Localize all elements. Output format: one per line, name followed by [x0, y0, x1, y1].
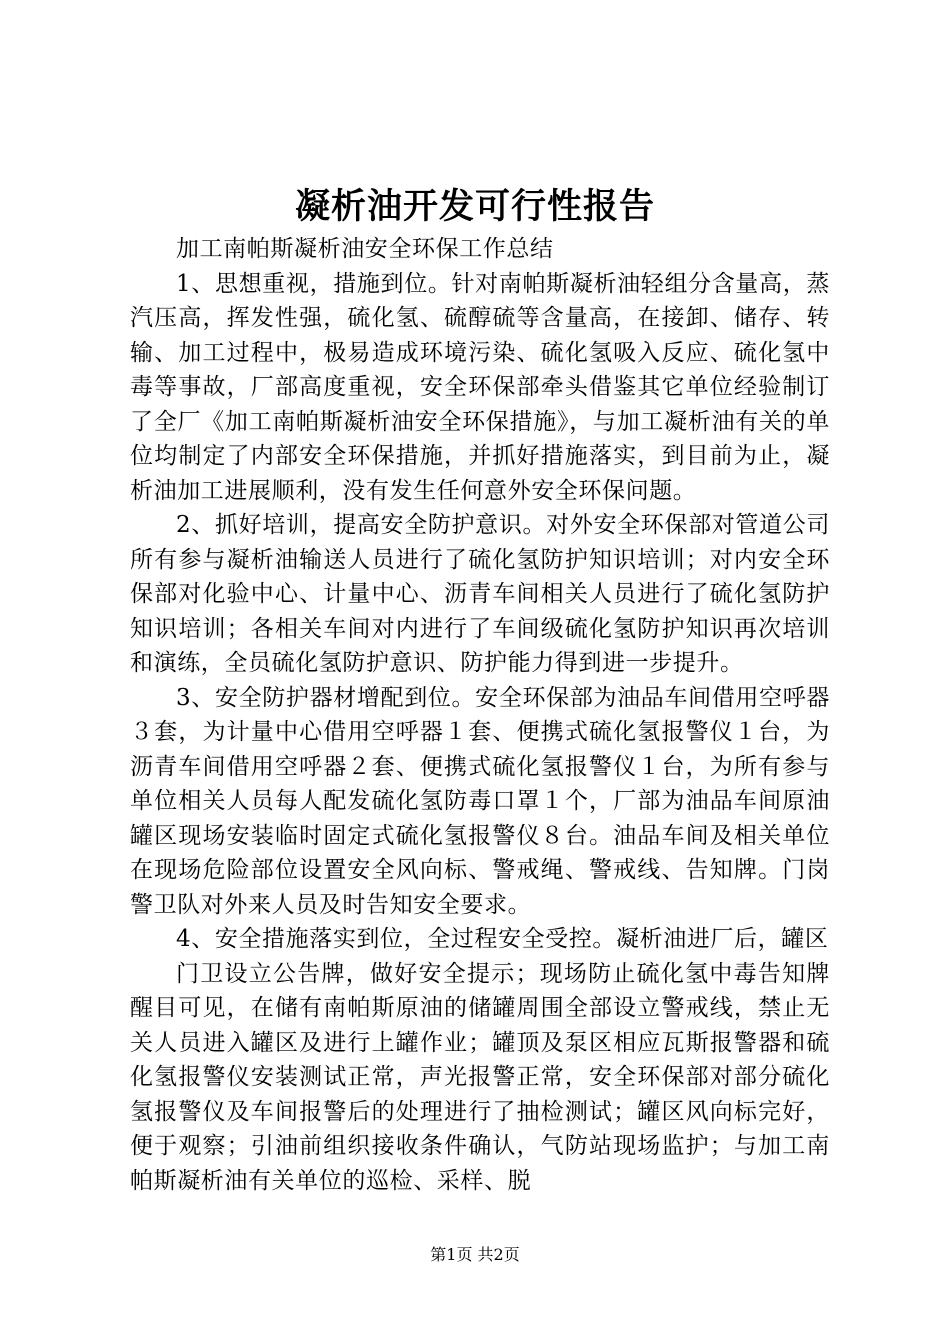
document-body: [130, 232, 830, 1198]
page-footer: 第1页 共2页: [430, 1245, 520, 1264]
paragraph-5: 门卫设立公告牌，做好安全提示；现场防止硫化氢中毒告知牌醒目可见，在储有南帕斯原油的储罐周围全部设立警戒线，禁止无关人员进入罐区及进行上罐作业；罐顶及泵区相应瓦斯报警器和硫化氢报警仪安装测试正常，声光报警正常，安全环保部对部分硫化氢报警仪及车间报警后的处理进行了抽检测试；罐区风向标完好，便于观察；引油前组织接收条件确认，气防站现场监护；与加工南帕斯凝析油有关单位的巡检、采样、脱: [130, 960, 830, 1194]
paragraph-2: 2、抓好培训，提高安全防护意识。对外安全环保部对管道公司所有参与凝析油输送人员进行了硫化氢防护知识培训；对内安全环保部对化验中心、计量中心、沥青车间相关人员进行了硫化氢防护知识培训；各相关车间对内进行了车间级硫化氢防护知识再次培训和演练，全员硫化氢防护意识、防护能力得到进一步提升。: [130, 512, 830, 676]
page-title: 凝析油开发可行性报告: [294, 186, 655, 227]
paragraph-1: 1、思想重视，措施到位。针对南帕斯凝析油轻组分含量高，蒸汽压高，挥发性强，硫化氢、硫醇硫等含量高，在接卸、储存、转输、加工过程中，极易造成环境污染、硫化氢吸入反应、硫化氢中毒等事故，厂部高度重视，安全环保部牵头借鉴其它单位经验制订了全厂《加工南帕斯凝析油安全环保措施》，与加工凝析油有关的单位均制定了内部安全环保措施，并抓好措施落实，到目前为止，凝析油加工进展顺利，没有发生任何意外安全环保问题。: [130, 270, 830, 504]
subtitle: 加工南帕斯凝析油安全环保工作总结: [176, 236, 554, 262]
paragraph-3: 3、安全防护器材增配到位。安全环保部为油品车间借用空呼器３套，为计量中心借用空呼器１套、便携式硫化氢报警仪１台，为沥青车间借用空呼器２套、便携式硫化氢报警仪１台，为所有参与单位相关人员每人配发硫化氢防毒口罩１个，厂部为油品车间原油罐区现场安装临时固定式硫化氢报警仪８台。油品车间及相关单位在现场危险部位设置安全风向标、警戒绳、警戒线、告知牌。门岗警卫队对外来人员及时告知安全要求。: [130, 684, 830, 918]
paragraph-4: 4、安全措施落实到位，全过程安全受控。凝析油进厂后，罐区: [176, 926, 829, 952]
